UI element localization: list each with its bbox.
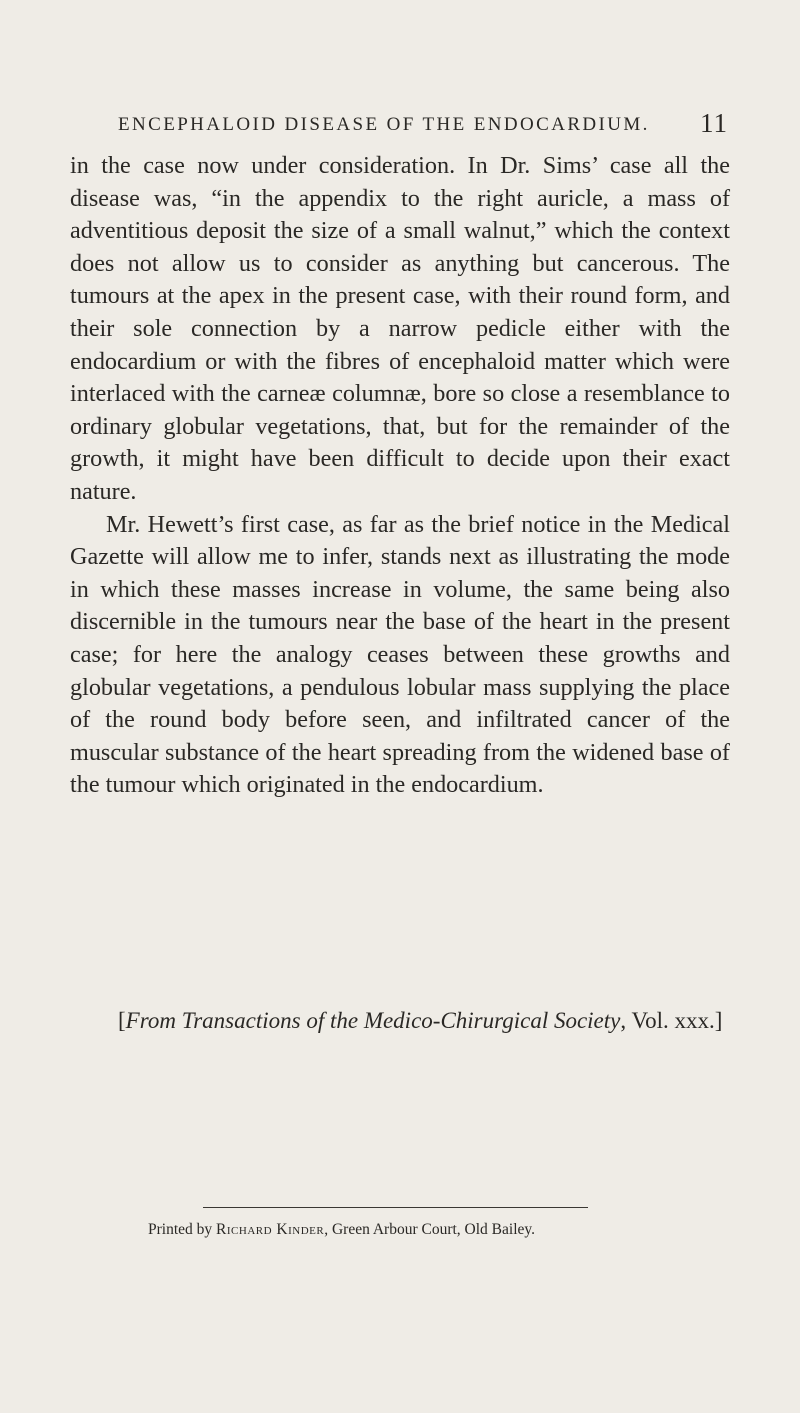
running-head	[118, 108, 728, 142]
imprint-divider	[203, 1207, 588, 1208]
source-note-of-the: of the	[306, 1008, 359, 1033]
source-note-transactions: Transactions	[181, 1008, 301, 1033]
printer-name: Richard Kinder	[216, 1221, 325, 1238]
source-note-volume: , Vol. xxx.]	[620, 1008, 723, 1033]
paragraph-2: Mr. Hewett’s first case, as far as the brief notice in the Medical Gazette will allow me to infer, stands next as illustrating the mode in which these masses increase in volume, the same being also discernible in the tumours near the base of the heart in the present case; for here the analogy ceases between these growths and globular vegetations, a pendulous lobular mass supplying the place of the round body before seen, and infiltrated cancer of the muscular substance of the heart spreading from the widened base of the tumour which originated in the endocardium.	[70, 510, 730, 799]
source-note	[118, 1008, 738, 1034]
printer-imprint	[148, 1221, 708, 1239]
source-note-journal: Medico-Chirurgical Society	[363, 1008, 621, 1033]
body-text	[70, 150, 730, 802]
paragraph-1: in the case now under consideration. In Dr. Sims’ case all the disease was, “in the appendix to the right auricle, a mass of adventitious deposit the size of a small walnut,” which the context does not allow us to consider as anything but cancerous. The tumours at the apex in the present case, with their round form, and their sole connection by a narrow pedicle either with the endocardium or with the fibres of encephaloid matter which were interlaced with the carneæ columnæ, bore so close a resemblance to ordinary globular vegetations, that, but for the remainder of the growth, it might have been difficult to decide upon their exact nature.	[70, 152, 730, 505]
source-note-from: From	[125, 1008, 176, 1033]
running-title: ENCEPHALOID DISEASE OF THE ENDOCARDIUM.	[118, 114, 650, 135]
page-number: 11	[700, 108, 728, 138]
imprint-prefix: Printed by	[148, 1221, 213, 1238]
source-note-open-bracket: [	[118, 1008, 126, 1033]
imprint-address: , Green Arbour Court, Old Bailey.	[324, 1221, 536, 1238]
